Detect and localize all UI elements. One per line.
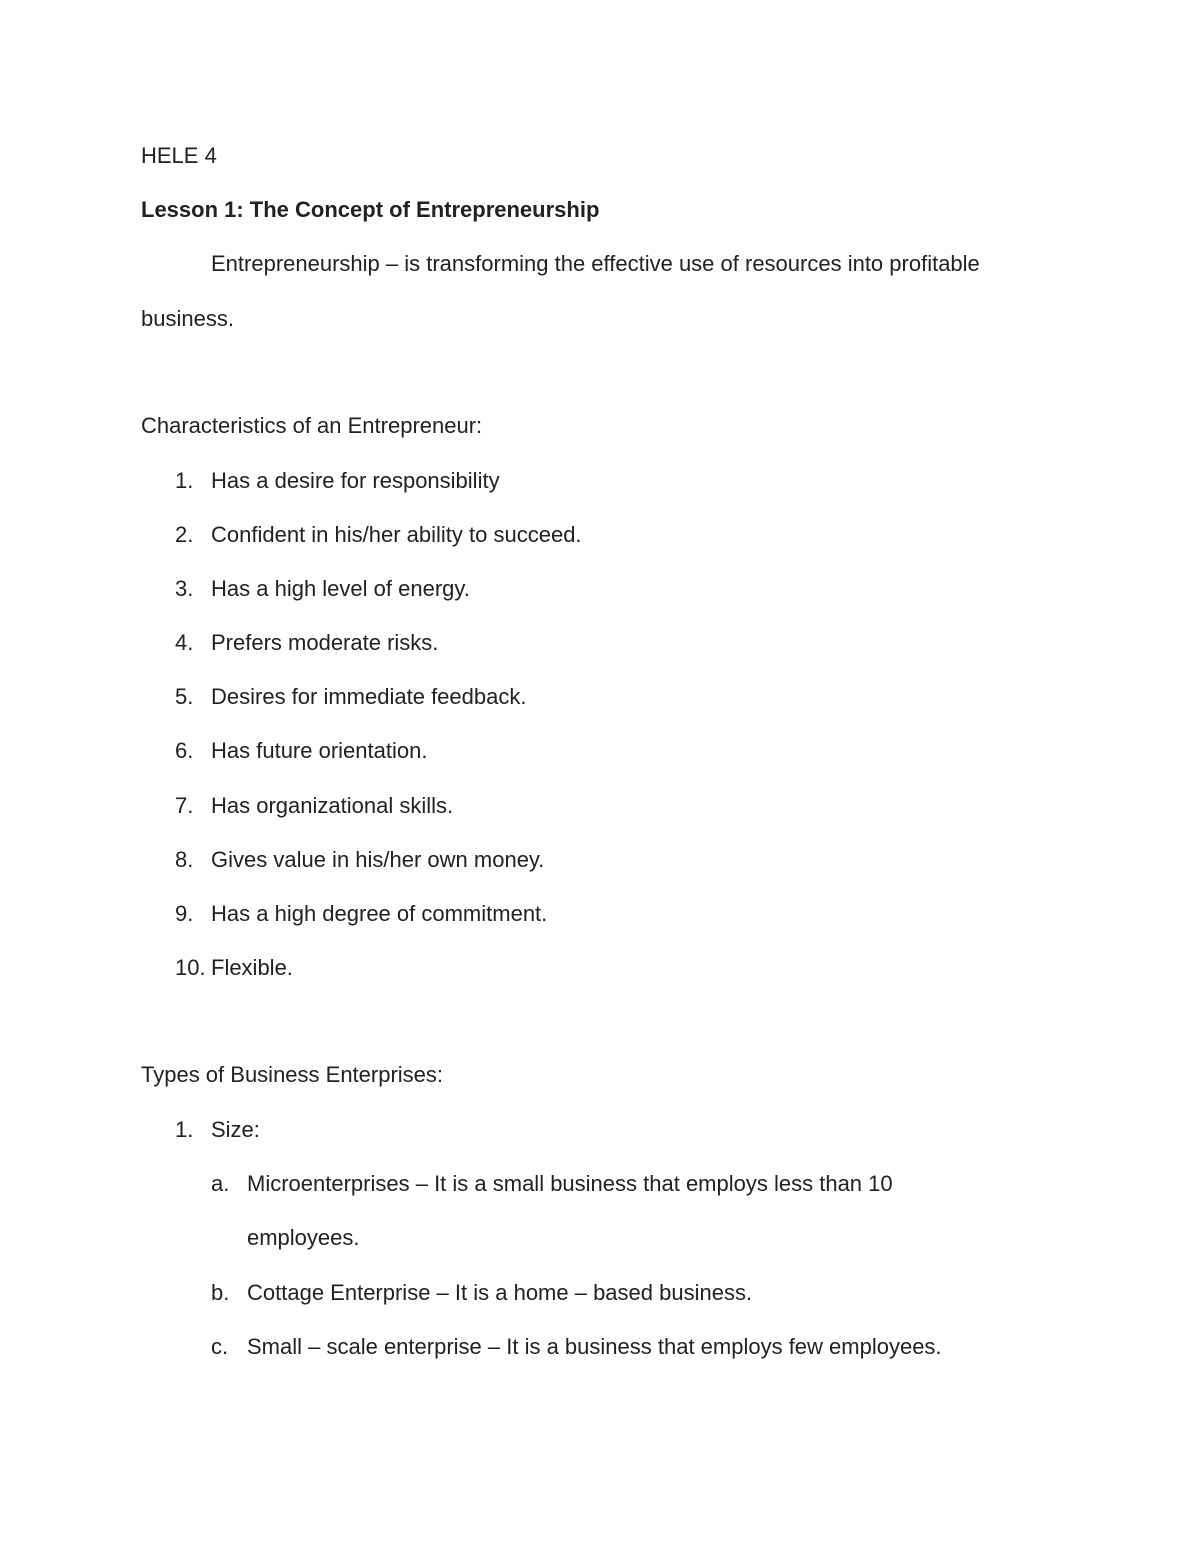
list-item-text: Has future orientation. — [211, 738, 428, 763]
sub-list-item-text-line-1: Cottage Enterprise – It is a home – based business. — [247, 1280, 753, 1305]
list-item-text: Gives value in his/her own money. — [211, 847, 545, 872]
list-item-text: Has a desire for responsibility — [211, 468, 500, 493]
list-item-number: 9. — [175, 901, 194, 926]
list-item-number: 4. — [175, 630, 194, 655]
list-item-number: 8. — [175, 847, 194, 872]
list-item-text: Has organizational skills. — [211, 793, 454, 818]
lesson-title: Lesson 1: The Concept of Entrepreneurship — [141, 197, 600, 222]
characteristics-heading: Characteristics of an Entrepreneur: — [141, 413, 483, 438]
list-item-number: 5. — [175, 684, 194, 709]
list-item-text: Size: — [211, 1117, 260, 1142]
list-item-number: 10. — [175, 955, 206, 980]
list-item-text: Flexible. — [211, 955, 293, 980]
sub-list-item-text-line-1: Small – scale enterprise – It is a business that employs few employees. — [247, 1334, 942, 1359]
list-item-text: Has a high degree of commitment. — [211, 901, 548, 926]
types-heading: Types of Business Enterprises: — [141, 1062, 444, 1087]
list-item-number: 7. — [175, 793, 194, 818]
sub-list-item-text-line-2: employees. — [247, 1225, 360, 1250]
sub-list-item-letter: b. — [211, 1280, 230, 1305]
list-item-text: Prefers moderate risks. — [211, 630, 439, 655]
definition-line-2: business. — [141, 306, 234, 331]
list-item-number: 2. — [175, 522, 194, 547]
list-item-number: 1. — [175, 1117, 194, 1142]
document-heading: HELE 4 — [141, 143, 217, 168]
sub-list-item-text-line-1: Microenterprises – It is a small business that employs less than 10 — [247, 1171, 893, 1196]
sub-list-item-letter: a. — [211, 1171, 230, 1196]
list-item-number: 1. — [175, 468, 194, 493]
list-item-text: Has a high level of energy. — [211, 576, 470, 601]
sub-list-item-letter: c. — [211, 1334, 229, 1359]
list-item-number: 3. — [175, 576, 194, 601]
list-item-number: 6. — [175, 738, 194, 763]
definition-line-1: Entrepreneurship – is transforming the effective use of resources into profitable — [211, 251, 980, 276]
list-item-text: Confident in his/her ability to succeed. — [211, 522, 582, 547]
list-item-text: Desires for immediate feedback. — [211, 684, 527, 709]
